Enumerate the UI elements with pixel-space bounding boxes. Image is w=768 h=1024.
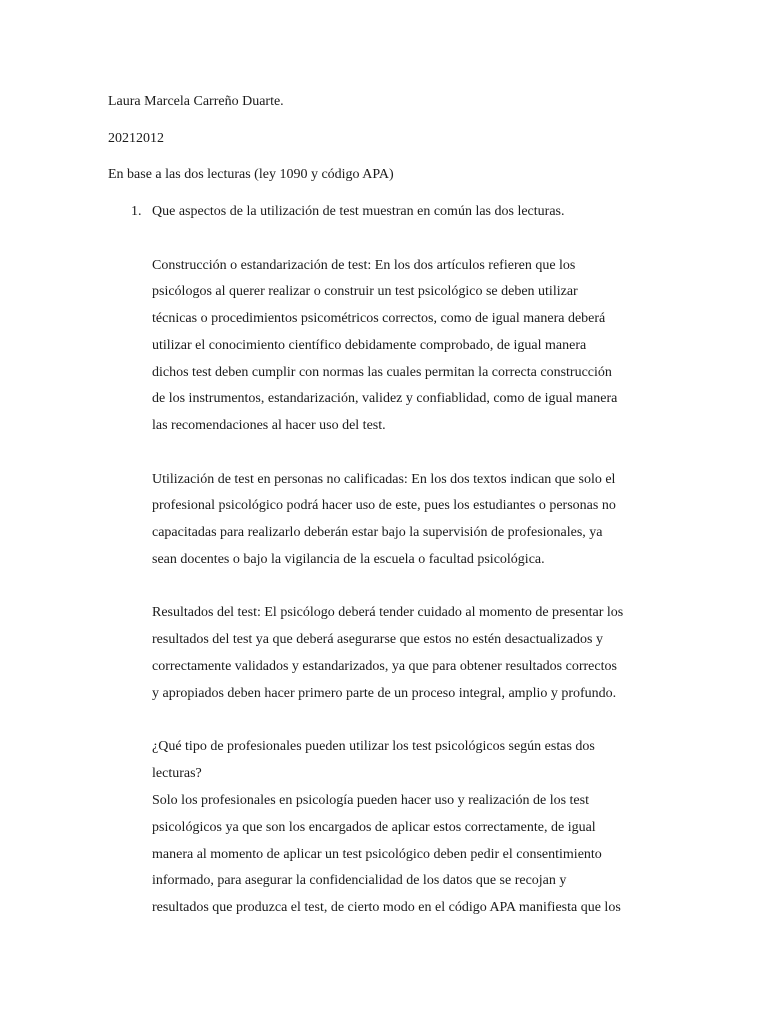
paragraph-line: capacitadas para realizarlo deberán estar bajo la supervisión de profesionales, ya xyxy=(152,525,603,540)
paragraph-line: y apropiados deben hacer primero parte de un proceso integral, amplio y profundo. xyxy=(152,686,617,701)
student-id: 20212012 xyxy=(108,131,164,146)
paragraph-line: sean docentes o bajo la vigilancia de la escuela o facultad psicológica. xyxy=(152,552,545,567)
paragraph-line: resultados que produzca el test, de cierto modo en el código APA manifiesta que los xyxy=(152,900,621,915)
list-number: 1. xyxy=(131,204,142,219)
paragraph-line: psicológicos ya que son los encargados de aplicar estos correctamente, de igual xyxy=(152,820,596,835)
paragraph-line: de los instrumentos, estandarización, validez y confiablidad, como de igual manera xyxy=(152,391,618,406)
paragraph-line: las recomendaciones al hacer uso del test. xyxy=(152,418,386,433)
paragraph-line: Solo los profesionales en psicología pueden hacer uso y realización de los test xyxy=(152,793,589,808)
paragraph-line: Construcción o estandarización de test: En los dos artículos refieren que los xyxy=(152,258,576,273)
question-1: Que aspectos de la utilización de test muestran en común las dos lecturas. xyxy=(152,204,565,219)
paragraph-line: psicólogos al querer realizar o construir un test psicológico se deben utilizar xyxy=(152,284,578,299)
paragraph-line: utilizar el conocimiento científico debidamente comprobado, de igual manera xyxy=(152,338,587,353)
paragraph-line: dichos test deben cumplir con normas las cuales permitan la correcta construcción xyxy=(152,365,612,380)
question-2: ¿Qué tipo de profesionales pueden utilizar los test psicológicos según estas dos xyxy=(152,739,595,754)
paragraph-line: correctamente validados y estandarizados, ya que para obtener resultados correctos xyxy=(152,659,617,674)
intro-line: En base a las dos lecturas (ley 1090 y código APA) xyxy=(108,167,394,182)
paragraph-line: Utilización de test en personas no calificadas: En los dos textos indican que solo el xyxy=(152,472,616,487)
paragraph-line: técnicas o procedimientos psicométricos correctos, como de igual manera deberá xyxy=(152,311,606,326)
paragraph-line: resultados del test ya que deberá asegurarse que estos no estén desactualizados y xyxy=(152,632,603,647)
author-name: Laura Marcela Carreño Duarte. xyxy=(108,94,284,109)
paragraph-line: Resultados del test: El psicólogo deberá tender cuidado al momento de presentar los xyxy=(152,605,624,620)
paragraph-line: profesional psicológico podrá hacer uso de este, pues los estudiantes o personas no xyxy=(152,498,616,513)
paragraph-line: manera al momento de aplicar un test psicológico deben pedir el consentimiento xyxy=(152,847,602,862)
paragraph-line: informado, para asegurar la confidencialidad de los datos que se recojan y xyxy=(152,873,567,888)
question-2: lecturas? xyxy=(152,766,202,781)
